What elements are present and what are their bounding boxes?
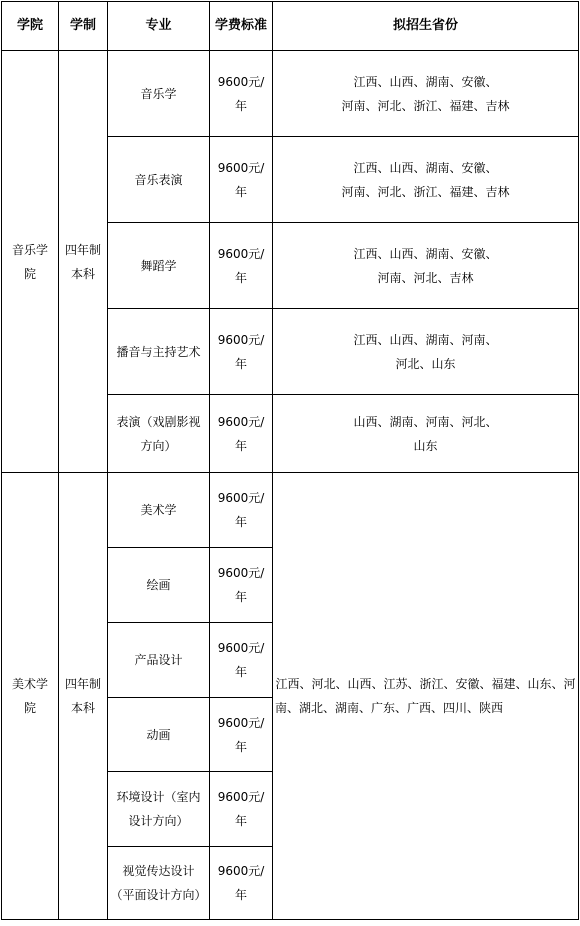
tuition-line: 年 — [234, 184, 247, 199]
header-tuition: 学费标准 — [210, 2, 273, 51]
major-line: 播音与主持艺术 — [116, 344, 201, 359]
provinces-line: 江西、山西、湖南、河南、 — [353, 332, 498, 347]
tuition-line: 9600元/ — [217, 864, 265, 878]
tuition-cell — [210, 223, 273, 309]
header-row — [2, 2, 579, 51]
college-cell-music — [2, 51, 59, 473]
college-cell-art — [2, 473, 59, 920]
major-cell — [108, 223, 210, 309]
major-line: （平面设计方向） — [110, 888, 207, 902]
tuition-line: 9600元/ — [217, 332, 265, 347]
tuition-line: 9600元/ — [217, 74, 265, 89]
tuition-cell — [210, 395, 273, 473]
major-cell — [108, 51, 210, 137]
college-name-line: 院 — [23, 266, 36, 281]
table-row — [2, 473, 579, 548]
tuition-cell — [210, 137, 273, 223]
tuition-cell — [210, 847, 273, 920]
provinces-line: 山西、湖南、河南、河北、 — [353, 414, 498, 429]
tuition-line: 9600元/ — [217, 414, 265, 429]
college-name-line: 音乐学 — [11, 242, 48, 257]
tuition-line: 年 — [234, 270, 247, 285]
major-cell — [108, 548, 210, 623]
major-cell — [108, 772, 210, 847]
provinces-line: 河南、河北、浙江、福建、吉林 — [341, 98, 510, 113]
tuition-line: 年 — [234, 515, 247, 529]
tuition-cell — [210, 548, 273, 623]
tuition-line: 9600元/ — [217, 160, 265, 175]
header-provinces: 拟招生省份 — [273, 2, 579, 51]
duration-line: 四年制 — [64, 677, 101, 691]
major-line: 音乐学 — [140, 86, 177, 101]
college-name-line: 美术学 — [11, 677, 48, 691]
major-cell — [108, 309, 210, 395]
major-cell — [108, 473, 210, 548]
major-line: 音乐表演 — [134, 172, 183, 187]
tuition-cell — [210, 772, 273, 847]
major-line: 产品设计 — [134, 653, 183, 667]
provinces-line: 江西、山西、湖南、安徽、 — [353, 74, 498, 89]
major-cell — [108, 623, 210, 698]
table-row — [2, 51, 579, 137]
header-college: 学院 — [2, 2, 59, 51]
provinces-cell — [273, 223, 579, 309]
tuition-line: 年 — [234, 356, 247, 371]
major-cell — [108, 395, 210, 473]
provinces-line: 江西、山西、湖南、安徽、 — [353, 246, 498, 261]
major-line: 绘画 — [146, 578, 171, 592]
tuition-line: 年 — [234, 665, 247, 679]
provinces-line: 山东 — [413, 438, 438, 453]
tuition-line: 9600元/ — [217, 566, 265, 580]
provinces-line: 南、湖北、湖南、广东、广西、四川、陕西 — [275, 701, 504, 715]
enrollment-table — [1, 1, 579, 920]
provinces-cell — [273, 137, 579, 223]
tuition-line: 年 — [234, 590, 247, 604]
major-line: 环境设计（室内 — [116, 790, 201, 804]
duration-cell-music — [59, 51, 108, 473]
major-line: 美术学 — [140, 503, 177, 517]
duration-line: 四年制 — [64, 242, 101, 257]
tuition-line: 年 — [234, 814, 247, 828]
provinces-cell — [273, 395, 579, 473]
provinces-cell-art — [273, 473, 579, 920]
tuition-cell — [210, 623, 273, 698]
duration-cell-art — [59, 473, 108, 920]
major-line: 方向） — [140, 438, 177, 453]
provinces-line: 江西、河北、山西、江苏、浙江、安徽、福建、山东、河 — [275, 677, 576, 691]
tuition-line: 年 — [234, 739, 247, 754]
major-line: 表演（戏剧影视 — [116, 414, 201, 429]
provinces-line: 江西、山西、湖南、安徽、 — [353, 160, 498, 175]
provinces-line: 河北、山东 — [395, 356, 456, 371]
major-line: 动画 — [146, 727, 171, 742]
provinces-line: 河南、河北、浙江、福建、吉林 — [341, 184, 510, 199]
tuition-cell — [210, 309, 273, 395]
major-line: 视觉传达设计 — [122, 864, 195, 878]
tuition-cell — [210, 51, 273, 137]
duration-line: 本科 — [70, 266, 95, 281]
tuition-line: 年 — [234, 98, 247, 113]
provinces-cell — [273, 309, 579, 395]
tuition-cell — [210, 698, 273, 772]
major-cell — [108, 137, 210, 223]
tuition-line: 9600元/ — [217, 715, 265, 730]
major-cell — [108, 847, 210, 920]
major-line: 设计方向） — [128, 814, 189, 828]
provinces-cell — [273, 51, 579, 137]
major-line: 舞蹈学 — [140, 258, 177, 273]
tuition-line: 年 — [234, 888, 247, 902]
provinces-line: 河南、河北、吉林 — [377, 270, 474, 285]
duration-line: 本科 — [70, 701, 95, 715]
tuition-line: 9600元/ — [217, 790, 265, 804]
tuition-line: 9600元/ — [217, 491, 265, 505]
tuition-cell — [210, 473, 273, 548]
tuition-line: 年 — [234, 438, 247, 453]
header-duration: 学制 — [59, 2, 108, 51]
major-cell — [108, 698, 210, 772]
tuition-line: 9600元/ — [217, 246, 265, 261]
tuition-line: 9600元/ — [217, 641, 265, 655]
header-major: 专业 — [108, 2, 210, 51]
college-name-line: 院 — [23, 701, 36, 715]
